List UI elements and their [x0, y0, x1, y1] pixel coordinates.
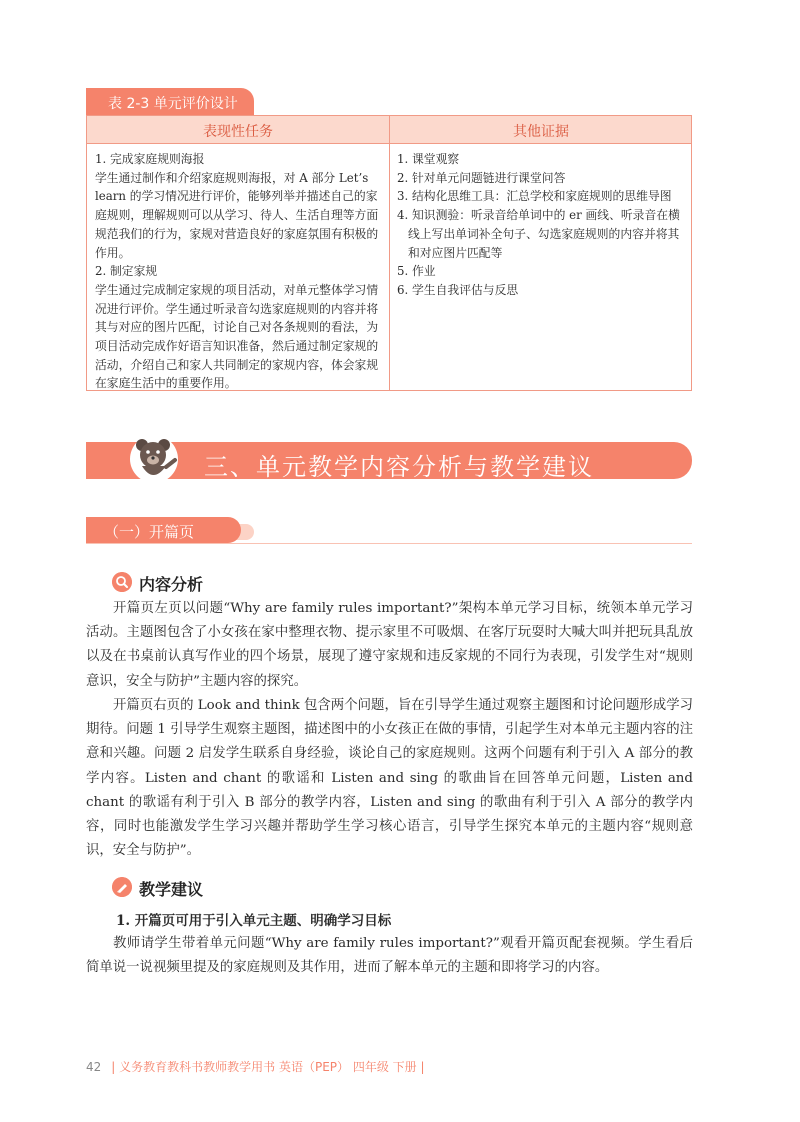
pencil-icon — [112, 877, 132, 897]
page-footer — [86, 1058, 425, 1075]
evidence-item: 6. 学生自我评估与反思 — [397, 282, 519, 297]
task-1-title: 1. 完成家庭规则海报 — [95, 152, 205, 166]
evidence-item: 4. 知识测验：听录音给单词中的 er 画线、听录音在横线上写出单词补全句子、勾选家庭规则的内容并将其和对应图片匹配等 — [397, 208, 680, 260]
table-caption-tag — [86, 88, 254, 115]
content-analysis-paragraph-2: 开篇页右页的 Look and think 包含两个问题，旨在引导学生通过观察主题图和讨论问题形成学习期待。问题 1 引导学生观察主题图，描述图中的小女孩正在做的事情，引起学生对本单元主题内容的注意和兴趣。问题 2 启发学生联系自身经验，谈论自己的家庭规则。这两个问题有利于引入 A 部分的教学内容。Listen and chant 的歌谣和 Listen and sing 的歌曲旨在回答单元问题，Listen and chant 的歌谣有利于引入 B 部分的教学内容，Listen and sing 的歌曲有利于引入 A 部分的教学内容，同时也能激发学生学习兴趣并帮助学生学习核心语言，引导学生探究本单元的主题内容“规则意识，安全与防护”。 — [86, 698, 693, 859]
running-title: | 义务教育教科书教师教学用书 英语（PEP） 四年级 下册 | — [111, 1060, 425, 1074]
task-2-title: 2. 制定家规 — [95, 264, 158, 279]
task-2-description: 学生通过完成制定家规的项目活动，对单元整体学习情况进行评价。学生通过听录音勾选家庭规则的内容并将其与对应的图片匹配，讨论自己对各条规则的看法，为项目活动完成作好语言知识准备，然后通过制定家规的活动，介绍自己和家人共同制定的家规内容，体会家规在家庭生活中的重要作用。 — [95, 282, 379, 391]
evidence-item: 1. 课堂观察 — [397, 152, 460, 166]
table-cell-other-evidence — [397, 150, 687, 300]
task-1-description: 学生通过制作和介绍家庭规则海报，对 A 部分 Let’s learn 的学习情况进行评价，能够列举并描述自己的家庭规则，理解规则可以从学习、待人、生活自理等方面规范我们的行为，家规对营造良好的家庭氛围有积极的作用。 — [95, 170, 379, 260]
suggestion-paragraph: 教师请学生带着单元问题“Why are family rules important?”观看开篇页配套视频。学生看后简单说一说视频里提及的家庭规则及其作用，进而了解本单元的主题和即将学习的内容。 — [86, 936, 693, 976]
magnifier-icon — [112, 572, 132, 592]
bear-mascot-icon — [128, 432, 180, 484]
suggestion-item-title: 1. 开篇页可用于引入单元主题、明确学习目标 — [116, 913, 392, 929]
content-analysis-heading: 内容分析 — [139, 575, 204, 594]
evaluation-table — [86, 115, 692, 391]
evidence-item: 3. 结构化思维工具：汇总学校和家庭规则的思维导图 — [397, 189, 672, 204]
evidence-item: 5. 作业 — [397, 264, 436, 279]
page-number: 42 — [86, 1060, 102, 1074]
subsection-bar — [86, 517, 241, 543]
table-column-divider — [389, 116, 390, 390]
evidence-item: 2. 针对单元问题链进行课堂问答 — [397, 170, 566, 185]
table-caption: 表 2-3 单元评价设计 — [108, 96, 238, 112]
table-header-other-evidence: 其他证据 — [513, 124, 569, 140]
content-analysis-paragraph-1: 开篇页左页以问题“Why are family rules important?”架构本单元学习目标，统领本单元学习活动。主题图包含了小女孩在家中整理衣物、提示家里不可吸烟、在客厅玩耍时大喊大叫并把玩具乱放以及在书桌前认真写作业的四个场景，展现了遵守家规和违反家规的不同行为表现，引发学生对“规则意识，安全与防护”主题内容的探究。 — [86, 601, 693, 689]
subsection-title: （一）开篇页 — [104, 523, 195, 541]
section-title: 三、单元教学内容分析与教学建议 — [204, 453, 594, 481]
table-cell-performance-tasks — [95, 150, 383, 393]
teaching-suggestions-heading: 教学建议 — [139, 880, 204, 899]
subsection-underline — [86, 543, 692, 544]
table-header-performance-tasks: 表现性任务 — [203, 124, 273, 140]
